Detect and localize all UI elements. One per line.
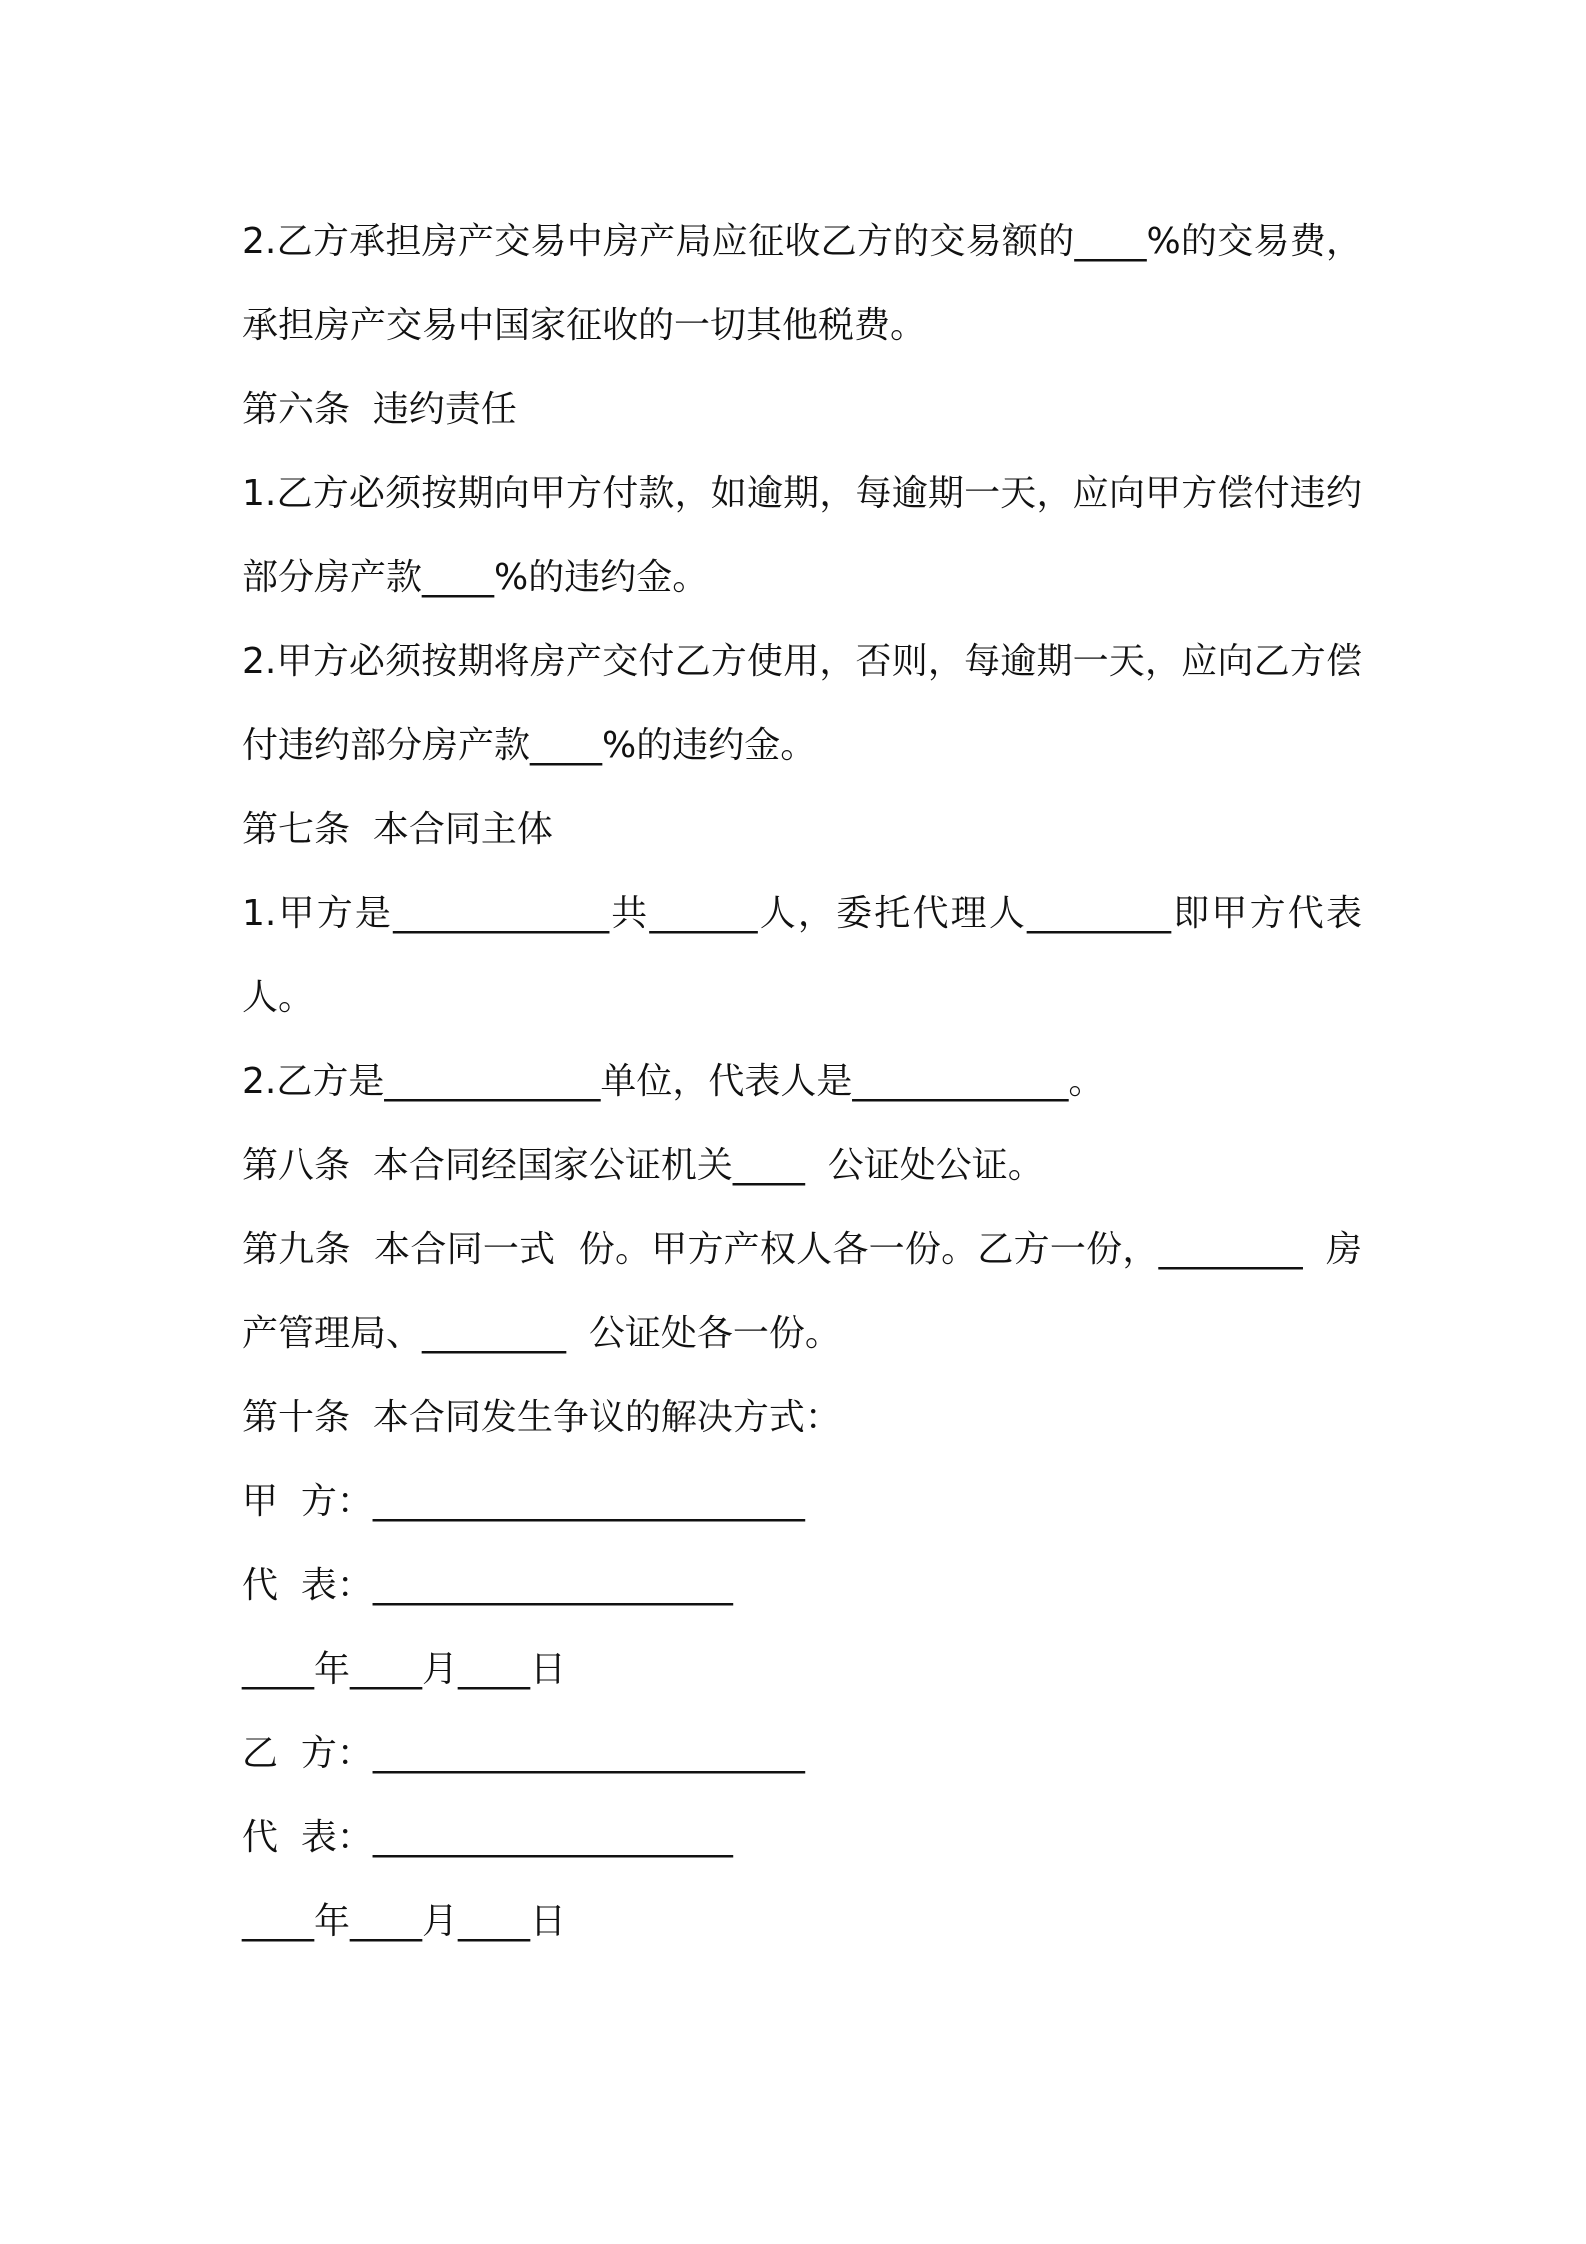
signature-representative-b: 代 表：____________________ bbox=[242, 1817, 733, 1858]
date-line-a: ____年____月____日 bbox=[242, 1649, 567, 1690]
paragraph-buyer-late-payment: 1.乙方必须按期向甲方付款，如逾期，每逾期一天，应向甲方偿付违约部分房产款____%的违约金。 bbox=[242, 473, 1362, 598]
signature-representative-a: 代 表：____________________ bbox=[242, 1565, 733, 1606]
paragraph-transaction-fee: 2.乙方承担房产交易中房产局应征收乙方的交易额的____%的交易费，承担房产交易中国家征收的一切其他税费。 bbox=[242, 221, 1362, 346]
contract-text bbox=[242, 200, 1362, 1964]
heading-article-7: 第七条 本合同主体 bbox=[242, 809, 553, 850]
paragraph-article-9: 第九条 本合同一式 份。甲方产权人各一份。乙方一份，________ 房产管理局、________ 公证处各一份。 bbox=[242, 1229, 1362, 1354]
heading-article-6: 第六条 违约责任 bbox=[242, 389, 517, 430]
signature-party-b: 乙 方：________________________ bbox=[242, 1733, 805, 1774]
paragraph-seller-late-delivery: 2.甲方必须按期将房产交付乙方使用，否则，每逾期一天，应向乙方偿付违约部分房产款____%的违约金。 bbox=[242, 641, 1362, 766]
paragraph-article-8: 第八条 本合同经国家公证机关____ 公证处公证。 bbox=[242, 1145, 1044, 1186]
paragraph-article-10: 第十条 本合同发生争议的解决方式： bbox=[242, 1397, 841, 1438]
date-line-b: ____年____月____日 bbox=[242, 1901, 567, 1942]
paragraph-party-a: 1.甲方是____________共______人，委托代理人________即甲方代表人。 bbox=[242, 893, 1362, 1018]
paragraph-party-b: 2.乙方是____________单位，代表人是____________。 bbox=[242, 1061, 1105, 1102]
signature-party-a: 甲 方：________________________ bbox=[242, 1481, 805, 1522]
